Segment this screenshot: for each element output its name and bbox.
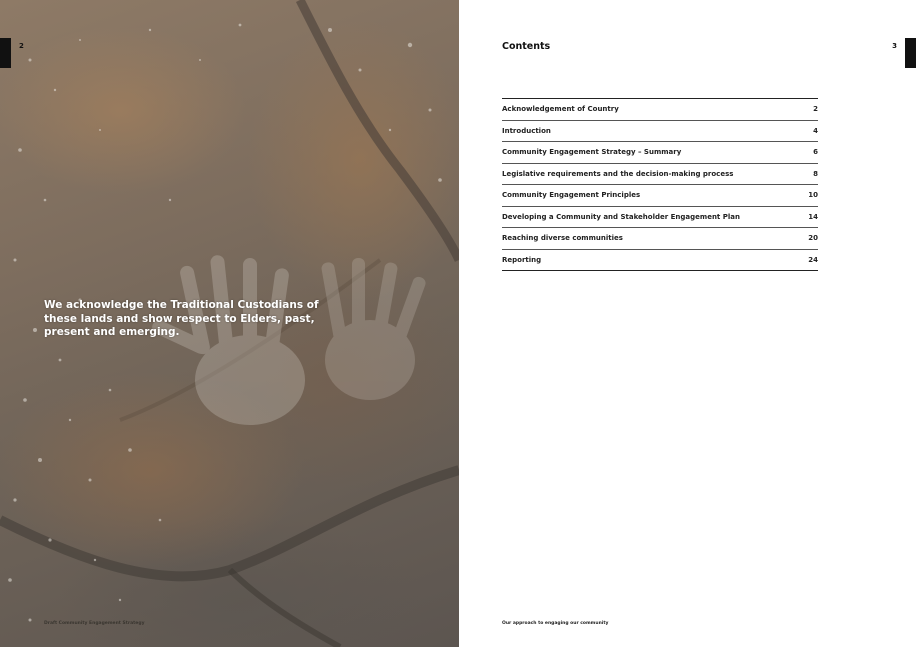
right-page [459,0,916,647]
toc-entry[interactable] [502,99,818,121]
toc-entry[interactable] [502,228,818,250]
toc-entry-page: 20 [808,234,818,243]
page-number: 2 [19,42,24,50]
toc-entry[interactable] [502,142,818,164]
page-number: 3 [892,42,897,50]
toc-entry-page: 10 [808,191,818,200]
table-of-contents [502,98,818,271]
acknowledgement-of-country-text: We acknowledge the Traditional Custodians of these lands and show respect to Elders, past, present and emerging. [44,299,319,338]
toc-entry-label: Developing a Community and Stakeholder Engagement Plan [502,212,740,221]
left-page-footer: Draft Community Engagement Strategy [44,621,145,626]
toc-entry-page: 4 [813,126,818,135]
toc-entry-label: Community Engagement Principles [502,191,641,200]
toc-entry-page: 6 [813,148,818,157]
toc-entry-label: Legislative requirements and the decision-making process [502,169,734,178]
toc-entry[interactable] [502,250,818,272]
toc-entry[interactable] [502,185,818,207]
toc-entry-page: 24 [808,255,818,264]
page-edge-tab [0,38,11,68]
contents-heading: Contents [502,41,551,52]
toc-entry-label: Introduction [502,126,551,135]
toc-entry-label: Reporting [502,255,542,264]
toc-entry-page: 14 [808,212,818,221]
toc-entry-label: Acknowledgement of Country [502,105,619,114]
toc-entry[interactable] [502,164,818,186]
toc-entry-page: 8 [813,169,818,178]
toc-entry[interactable] [502,207,818,229]
toc-entry[interactable] [502,121,818,143]
page-edge-tab [905,38,916,68]
toc-entry-label: Reaching diverse communities [502,234,623,243]
toc-entry-label: Community Engagement Strategy – Summary [502,148,682,157]
toc-entry-page: 2 [813,105,818,114]
right-page-footer: Our approach to engaging our community [502,621,609,626]
